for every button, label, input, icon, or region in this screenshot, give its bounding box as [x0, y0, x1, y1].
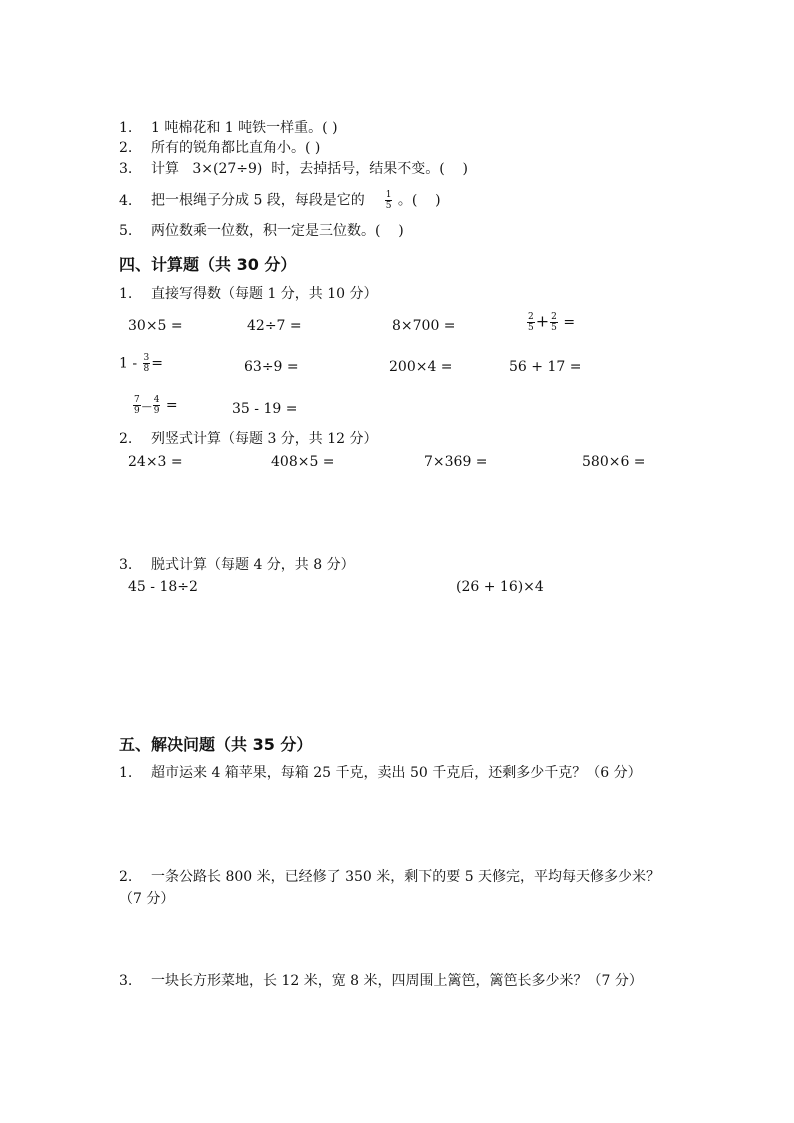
expression: 42÷7 =	[247, 318, 302, 334]
calc-question-1	[119, 285, 378, 303]
problem-2	[119, 866, 679, 910]
fraction-expression	[526, 312, 575, 333]
item-text: 1 吨棉花和 1 吨铁一样重。( )	[151, 120, 338, 136]
fraction	[133, 395, 141, 416]
item-text: 直接写得数（每题 1 分，共 10 分）	[151, 286, 378, 302]
fraction	[385, 190, 393, 211]
fraction-numerator: 1	[385, 190, 392, 200]
item-text: 一块长方形菜地，长 12 米，宽 8 米，四周围上篱笆，篱笆长多少米？（7 分）	[151, 973, 643, 989]
problem-1	[119, 762, 679, 784]
judge-item-1	[119, 119, 338, 137]
fraction-denominator: 9	[153, 406, 160, 416]
expression: 580×6 =	[582, 454, 646, 470]
fraction	[153, 395, 161, 416]
item-number: 4.	[119, 192, 133, 209]
fraction-numerator: 4	[153, 395, 160, 405]
section-title-calc: 四、计算题（共 30 分）	[119, 255, 297, 274]
fraction	[527, 312, 535, 333]
item-number: 2.	[119, 140, 133, 156]
fraction-numerator: 2	[551, 312, 557, 322]
equals-sign: =	[563, 314, 576, 331]
fraction-expression	[132, 395, 178, 417]
expression: 45 - 18÷2	[128, 579, 198, 595]
expression: 7×369 =	[424, 454, 488, 470]
fraction-numerator: 7	[134, 395, 140, 405]
item-text: 所有的锐角都比直角小。( )	[151, 140, 321, 156]
calc-question-2	[119, 430, 378, 448]
expression: (26 + 16)×4	[456, 579, 544, 595]
fraction-denominator: 5	[385, 201, 392, 211]
judge-item-3	[119, 160, 468, 178]
calc-question-3	[119, 556, 355, 574]
equals-sign: =	[165, 397, 178, 414]
fraction-expression	[119, 353, 163, 374]
item-number: 2.	[119, 431, 133, 447]
item-number: 3.	[119, 557, 133, 573]
expression: 200×4 =	[389, 359, 453, 375]
operator: +	[535, 311, 550, 331]
expression: 408×5 =	[271, 454, 335, 470]
expression: 35 - 19 =	[232, 401, 298, 417]
fraction-denominator: 8	[143, 364, 150, 374]
item-number: 1.	[119, 120, 133, 136]
expression: 56 + 17 =	[509, 359, 582, 375]
item-text: 超市运来 4 箱苹果，每箱 25 千克，卖出 50 千克后，还剩多少千克？（6 分）	[151, 765, 642, 781]
item-text: 计算 3×(27÷9) 时，去掉括号，结果不变。( )	[151, 161, 468, 177]
item-text-after: 。( )	[397, 192, 441, 209]
item-text: 一条公路长 800 米，已经修了 350 米，剩下的要 5 天修完，平均每天修多少米？（7 分）	[119, 869, 661, 907]
item-number: 1.	[119, 765, 133, 781]
judge-item-2	[119, 139, 320, 157]
fraction-denominator: 5	[551, 323, 557, 333]
fraction	[143, 353, 151, 374]
judge-item-4	[119, 190, 441, 211]
expression: 24×3 =	[128, 454, 183, 470]
item-text: 脱式计算（每题 4 分，共 8 分）	[151, 557, 355, 573]
fraction-denominator: 5	[528, 323, 534, 333]
expression: 30×5 =	[128, 318, 183, 334]
item-text: 把一根绳子分成 5 段，每段是它的	[151, 192, 365, 209]
expression-lead: 1 -	[119, 355, 138, 372]
fraction	[550, 312, 558, 333]
judge-item-5	[119, 222, 404, 240]
item-number: 2.	[119, 869, 133, 885]
item-number: 1.	[119, 286, 133, 302]
item-text: 两位数乘一位数，积一定是三位数。( )	[151, 223, 404, 239]
section-title-problems: 五、解决问题（共 35 分）	[119, 735, 313, 754]
expression: 63÷9 =	[244, 359, 299, 375]
equals-sign: =	[151, 355, 164, 372]
item-number: 3.	[119, 161, 133, 177]
item-text: 列竖式计算（每题 3 分，共 12 分）	[151, 431, 378, 447]
fraction-numerator: 2	[528, 312, 534, 322]
problem-3	[119, 970, 679, 992]
item-number: 3.	[119, 973, 133, 989]
fraction-denominator: 9	[134, 406, 140, 416]
fraction-numerator: 3	[143, 353, 150, 363]
item-number: 5.	[119, 223, 133, 239]
operator: —	[141, 401, 152, 413]
expression: 8×700 =	[392, 318, 456, 334]
